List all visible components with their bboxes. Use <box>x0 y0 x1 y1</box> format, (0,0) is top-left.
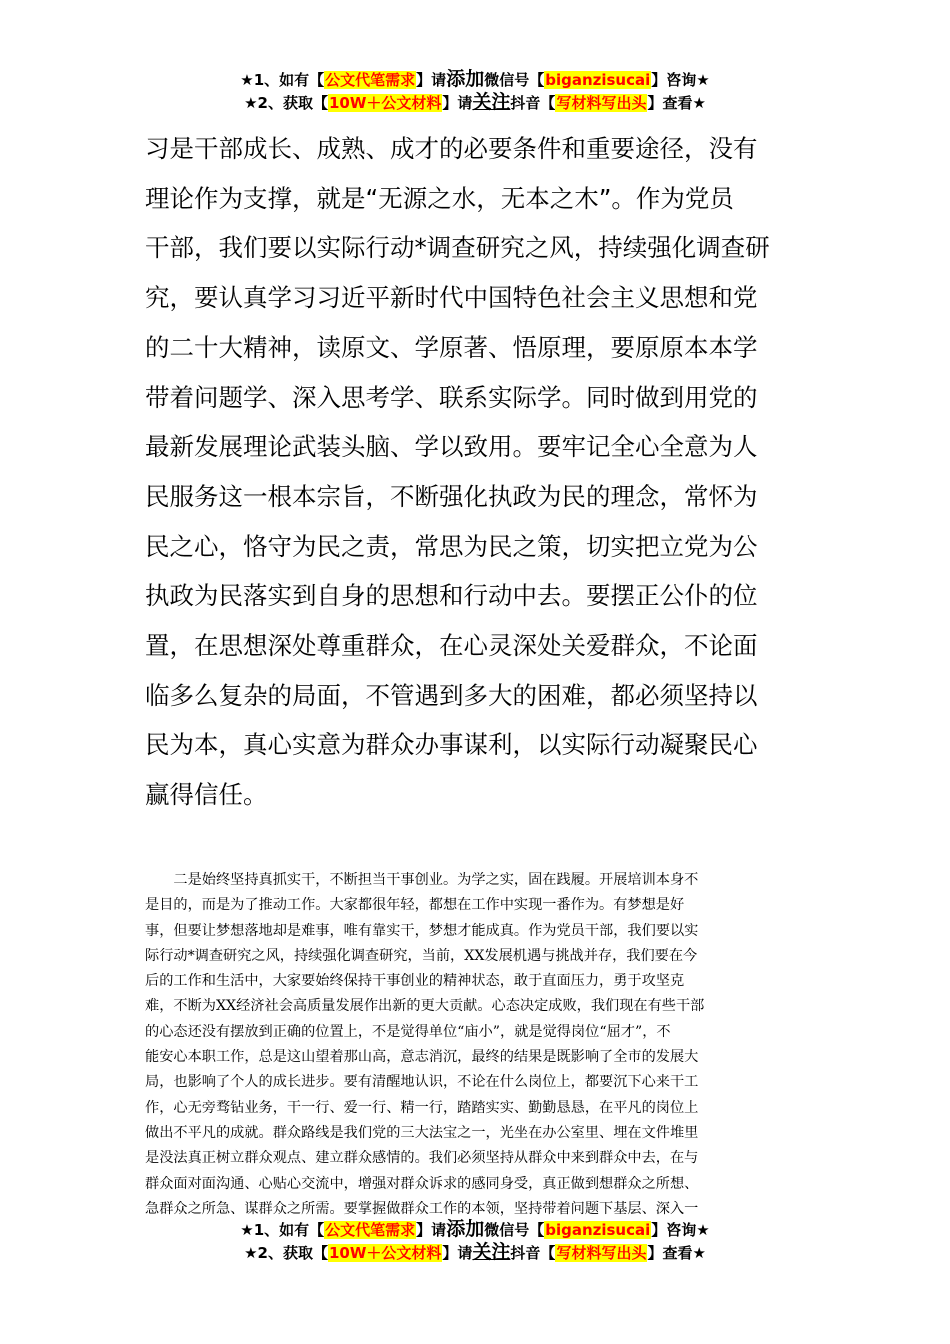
banner-line-1 <box>0 68 950 91</box>
text-line: 民之心，恪守为民之责，常思为民之策，切实把立党为公 <box>145 531 758 561</box>
text-line: 的心态还没有摆放到正确的位置上，不是觉得单位“庙小”，就是觉得岗位“屈才”，不 <box>145 1023 671 1040</box>
text-line: 是没法真正树立群众观点、建立群众感情的。我们必须坚持从群众中来到群众中去，在与 <box>145 1150 699 1167</box>
banner-emphasis: 关注 <box>472 1241 511 1263</box>
banner-wechat-id: biganzisucai <box>545 1221 651 1239</box>
banner-emphasis: 关注 <box>472 91 511 113</box>
footer-banner <box>0 1218 950 1264</box>
text-line: 做出不平凡的成就。群众路线是我们党的三大法宝之一，光坐在办公室里、埋在文件堆里 <box>145 1124 699 1141</box>
banner-highlight: 10W＋公文材料 <box>328 94 442 112</box>
banner-text: 】咨询★ <box>651 1221 710 1239</box>
banner-highlight: 公文代笔需求 <box>325 71 416 89</box>
banner-text: 】请 <box>416 71 447 89</box>
banner-text: 抖音【 <box>510 94 556 112</box>
text-line: 习是干部成长、成熟、成才的必要条件和重要途径，没有 <box>145 134 758 163</box>
banner-highlight: 10W＋公文材料 <box>328 1244 442 1262</box>
banner-emphasis: 添加 <box>446 68 485 90</box>
text-line: 难，不断为XX经济社会高质量发展作出新的更大贡献。心态决定成败，我们现在有些干部 <box>145 998 705 1015</box>
banner-text: ★1、如有【 <box>240 1221 325 1239</box>
text-line: 际行动*调查研究之风，持续强化调查研究，当前，XX发展机遇与挑战并存，我们要在今 <box>145 947 698 964</box>
second-paragraph <box>145 868 807 1222</box>
banner-text: 】查看★ <box>647 94 706 112</box>
text-line: 置，在思想深处尊重群众，在心灵深处关爱群众，不论面 <box>145 631 758 661</box>
text-line: 执政为民落实到自身的思想和行动中去。要摆正公仆的位 <box>145 581 758 611</box>
banner-text: 微信号【 <box>484 71 545 89</box>
text-line: 临多么复杂的局面，不管遇到多大的困难，都必须坚持以 <box>145 680 758 710</box>
text-line: 能安心本职工作，总是这山望着那山高，意志消沉，最终的结果是既影响了全市的发展大 <box>145 1049 699 1066</box>
text-line: 民服务这一根本宗旨，不断强化执政为民的理念，常怀为 <box>145 481 758 511</box>
text-line: 理论作为支撑，就是“无源之水，无本之木”。作为党员 <box>145 183 734 213</box>
banner-text: 】查看★ <box>647 1244 706 1262</box>
banner-text: 抖音【 <box>510 1244 556 1262</box>
text-line: 作，心无旁骛钻业务，干一行、爱一行、精一行，踏踏实实、勤勤恳恳，在平凡的岗位上 <box>145 1099 699 1116</box>
banner-text: 】咨询★ <box>651 71 710 89</box>
banner-text: ★1、如有【 <box>240 71 325 89</box>
text-line: 是目的，而是为了推动工作。大家都很年轻，都想在工作中实现一番作为。有梦想是好 <box>145 897 685 914</box>
text-line: 带着问题学、深入思考学、联系实际学。同时做到用党的 <box>145 382 758 412</box>
text-line: 究，要认真学习习近平新时代中国特色社会主义思想和党 <box>145 283 758 313</box>
main-paragraph <box>145 124 807 820</box>
text-line: 局，也影响了个人的成长进步。要有清醒地认识，不论在什么岗位上，都要沉下心来干工 <box>145 1074 699 1091</box>
banner-text: 】请 <box>416 1221 447 1239</box>
text-line: 的二十大精神，读原文、学原著、悟原理，要原原本本学 <box>145 332 758 362</box>
banner-line-2 <box>0 91 950 114</box>
header-banner <box>0 68 950 114</box>
text-line: 民为本，真心实意为群众办事谋利，以实际行动凝聚民心 <box>145 730 758 760</box>
banner-text: 】请 <box>442 1244 473 1262</box>
banner-highlight: 公文代笔需求 <box>325 1221 416 1239</box>
banner-line-2 <box>0 1241 950 1264</box>
banner-text: ★2、获取【 <box>244 1244 328 1262</box>
banner-douyin-id: 写材料写出头 <box>556 94 647 112</box>
text-line: 二是始终坚持真抓实干，不断担当干事创业。为学之实，固在践履。开展培训本身不 <box>145 872 699 888</box>
text-line: 事，但要让梦想落地却是难事，唯有靠实干，梦想才能成真。作为党员干部，我们要以实 <box>145 922 699 939</box>
banner-line-1 <box>0 1218 950 1241</box>
text-line: 后的工作和生活中，大家要始终保持干事创业的精神状态，敢于直面压力，勇于攻坚克 <box>145 973 685 990</box>
banner-wechat-id: biganzisucai <box>545 71 651 89</box>
text-line: 群众面对面沟通、心贴心交流中，增强对群众诉求的感同身受，真正做到想群众之所想、 <box>145 1175 699 1192</box>
banner-text: 微信号【 <box>484 1221 545 1239</box>
text-line: 干部，我们要以实际行动*调查研究之风，持续强化调查研 <box>145 233 770 263</box>
text-line: 急群众之所急、谋群众之所需。要掌握做群众工作的本领，坚持带着问题下基层、深入一 <box>145 1200 699 1217</box>
banner-text: ★2、获取【 <box>244 94 328 112</box>
banner-emphasis: 添加 <box>446 1218 485 1240</box>
text-line: 赢得信任。 <box>145 780 268 810</box>
banner-douyin-id: 写材料写出头 <box>556 1244 647 1262</box>
banner-text: 】请 <box>442 94 473 112</box>
text-line: 最新发展理论武装头脑、学以致用。要牢记全心全意为人 <box>145 432 758 462</box>
